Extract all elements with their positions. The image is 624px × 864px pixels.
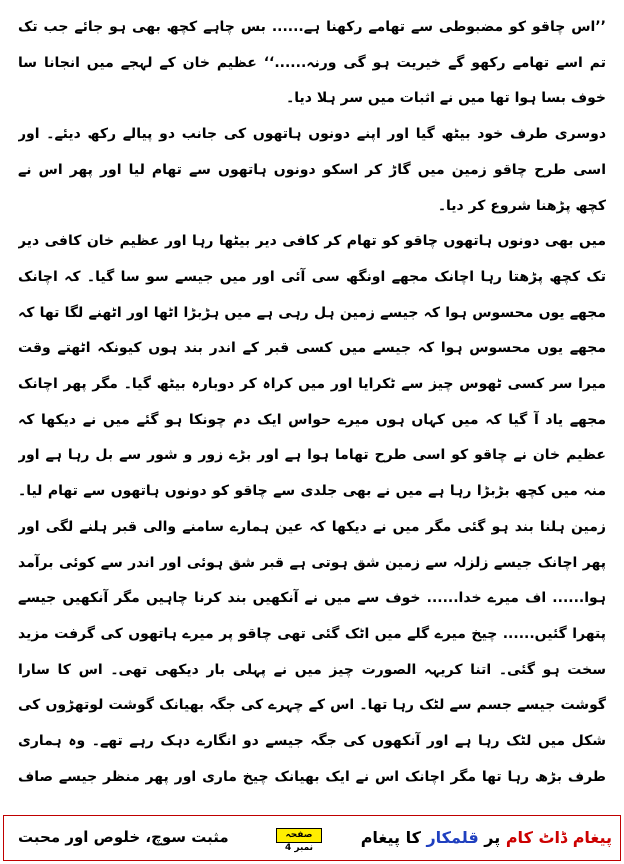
paragraph-2: دوسری طرف خود بیٹھ گیا اور اپنے دونوں ہاتھوں کی جانب دو پیالے رکھ دیئے۔ اور اسی طرح چاقو زمین میں گاڑ کر اسکو دونوں ہاتھوں سے تھام لیا اور پھر اس نے کچھ پڑھنا شروع کر دیا۔: [18, 126, 606, 214]
brand-tail: کا پیغام: [360, 828, 427, 847]
brand-accent: قلمکار: [426, 828, 479, 847]
brand-join: پر: [478, 828, 506, 847]
brand-name: پیغام ڈاٹ کام: [505, 828, 612, 847]
page-footer: [3, 815, 621, 861]
story-text: [18, 10, 606, 790]
paragraph-3: میں بھی دونوں ہاتھوں چاقو کو تھام کر کافی دیر بیٹھا رہا اور عظیم خان کافی دیر تک کچھ پڑھتا رہا اچانک مجھے اونگھ سی آئی اور میں جیسے سو سا گیا۔ کہ اچانک مجھے یوں محسوس ہوا کہ جیسے زمین ہل رہی ہے میں ہڑبڑا اٹھا اور اٹھنے لگا تھا کہ مجھے یوں محسوس ہوا کہ جیسے میں کسی قبر کے اندر بند ہوں کیونکہ اٹھتے وقت میرا سر کسی ٹھوس چیز سے ٹکرایا اور میں کراہ کر دوبارہ بیٹھ گیا۔ مگر پھر اچانک مجھے یاد آ گیا کہ میں کہاں ہوں میرے حواس ایک دم چونکا ہو گئے میں نے دیکھا کہ عظیم خان نے چاقو کو اسی طرح تھاما ہوا ہے اور بڑے زور و شور سے بل رہا ہے اور منہ میں کچھ بڑبڑا رہا ہے میں نے بھی جلدی سے چاقو کو دونوں ہاتھوں سے تھام لیا۔ زمین ہلنا بند ہو گئی مگر میں نے دیکھا کہ عین ہمارے سامنے والی قبر ہلنے لگی اور پھر اچانک جیسے زلزلہ سے زمین شق ہوتی ہے قبر شق ہوئی اور اندر سے کوئی برآمد ہوا...... اف میرے خدا...... خوف سے میں نے آنکھیں بند کرنا چاہیں مگر آنکھیں جیسے پتھرا گئیں...... چیخ میرے گلے میں اٹک گئی تھی چاقو پر میرے ہاتھوں کی گرفت مزید سخت ہو گئی۔ اتنا کریہہ الصورت چیز میں نے پہلی بار دیکھی تھی۔ اس کا سارا گوشت جیسے جسم سے لٹک رہا تھا۔ اس کے چہرے کی جگہ بھیانک گوشت لوتھڑوں کی شکل میں لٹک رہا ہے اور آنکھوں کی جگہ جیسے دو انگارے دہک رہے تھے۔ وہ ہماری طرف بڑھ رہا تھا مگر اچانک اس نے ایک بھیانک چیخ ماری اور پھر منظر جیسے صاف: [18, 233, 606, 785]
page-number-badge: صفحہ نمبر 4: [276, 828, 322, 843]
paragraph-1: ’’اس چاقو کو مضبوطی سے تھامے رکھنا ہے...... بس چاہے کچھ بھی ہو جائے جب تک تم اسے تھامے رکھو گے خیریت ہو گی ورنہ......‘‘ عظیم خان کے لہجے میں انجانا سا خوف بسا ہوا تھا میں نے اثبات میں سر ہلا دیا۔: [18, 19, 606, 107]
footer-tagline: مثبت سوچ، خلوص اور محبت: [18, 828, 229, 846]
footer-brand: [361, 828, 612, 847]
